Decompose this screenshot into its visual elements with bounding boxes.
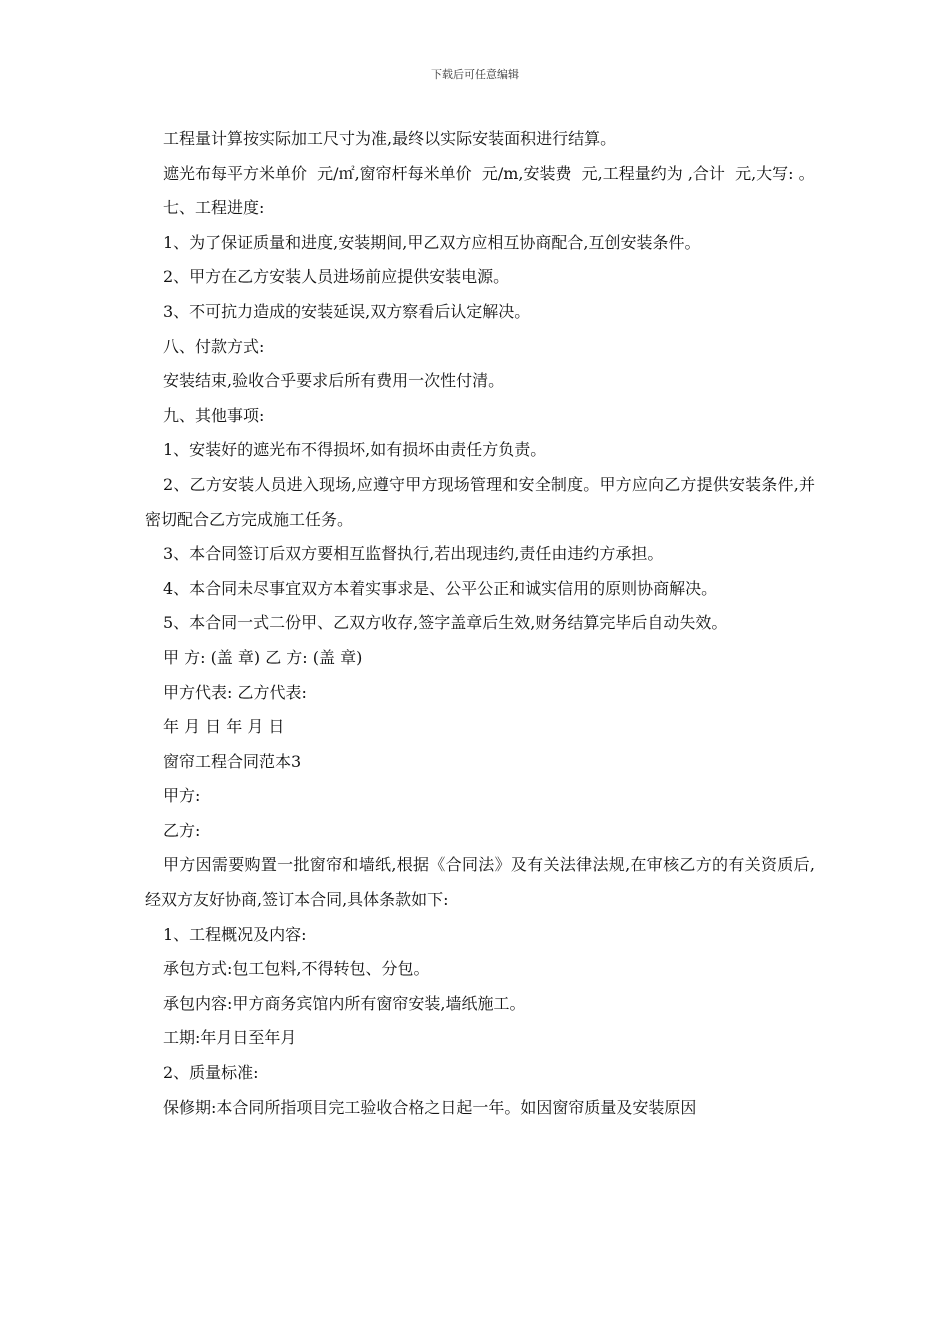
paragraph: 年 月 日 年 月 日 — [163, 717, 285, 737]
paragraph: 甲 方: (盖 章) 乙 方: (盖 章) — [163, 647, 363, 667]
paragraph: 甲方代表: 乙方代表: — [163, 682, 307, 702]
paragraph: 3、本合同签订后双方要相互监督执行,若出现违约,责任由违约方承担。 — [163, 544, 664, 564]
paragraph: 甲方: — [163, 786, 201, 806]
paragraph: 乙方: — [163, 820, 201, 840]
paragraph: 5、本合同一式二份甲、乙双方收存,签字盖章后生效,财务结算完毕后自动失效。 — [163, 613, 728, 633]
paragraph: 窗帘工程合同范本3 — [163, 751, 302, 771]
paragraph: 2、质量标准: — [163, 1063, 259, 1083]
paragraph: 1、为了保证质量和进度,安装期间,甲乙双方应相互协商配合,互创安装条件。 — [163, 232, 701, 252]
paragraph: 甲方因需要购置一批窗帘和墙纸,根据《合同法》及有关法律法规,在审核乙方的有关资质后,经双方友好协商,签订本合同,具体条款如下: — [145, 855, 815, 910]
paragraph: 七、工程进度: — [163, 198, 265, 218]
paragraph: 遮光布每平方米单价 元/㎡,窗帘杆每米单价 元/m,安装费 元,工程量约为 ,合计 元,大写: 。 — [163, 163, 815, 183]
paragraph: 安装结束,验收合乎要求后所有费用一次性付清。 — [163, 371, 505, 391]
paragraph: 八、付款方式: — [163, 336, 265, 356]
paragraph: 4、本合同未尽事宜双方本着实事求是、公平公正和诚实信用的原则协商解决。 — [163, 578, 718, 598]
paragraph: 2、乙方安装人员进入现场,应遵守甲方现场管理和安全制度。甲方应向乙方提供安装条件,并密切配合乙方完成施工任务。 — [145, 474, 815, 529]
paragraph: 3、不可抗力造成的安装延误,双方察看后认定解决。 — [163, 301, 531, 321]
paragraph: 2、甲方在乙方安装人员进场前应提供安装电源。 — [163, 267, 510, 287]
paragraph: 承包方式:包工包料,不得转包、分包。 — [163, 959, 430, 979]
paragraph: 工期:年月日至年月 — [163, 1028, 297, 1048]
paragraph: 工程量计算按实际加工尺寸为准,最终以实际安装面积进行结算。 — [163, 129, 617, 148]
paragraph: 保修期:本合同所指项目完工验收合格之日起一年。如因窗帘质量及安装原因 — [163, 1097, 697, 1117]
paragraph: 1、工程概况及内容: — [163, 924, 307, 944]
paragraph: 九、其他事项: — [163, 405, 265, 425]
paragraph: 承包内容:甲方商务宾馆内所有窗帘安装,墙纸施工。 — [163, 993, 526, 1013]
document-body — [145, 122, 815, 1125]
paragraph: 1、安装好的遮光布不得损坏,如有损坏由责任方负责。 — [163, 440, 547, 460]
page-header: 下载后可任意编辑 — [431, 68, 519, 81]
